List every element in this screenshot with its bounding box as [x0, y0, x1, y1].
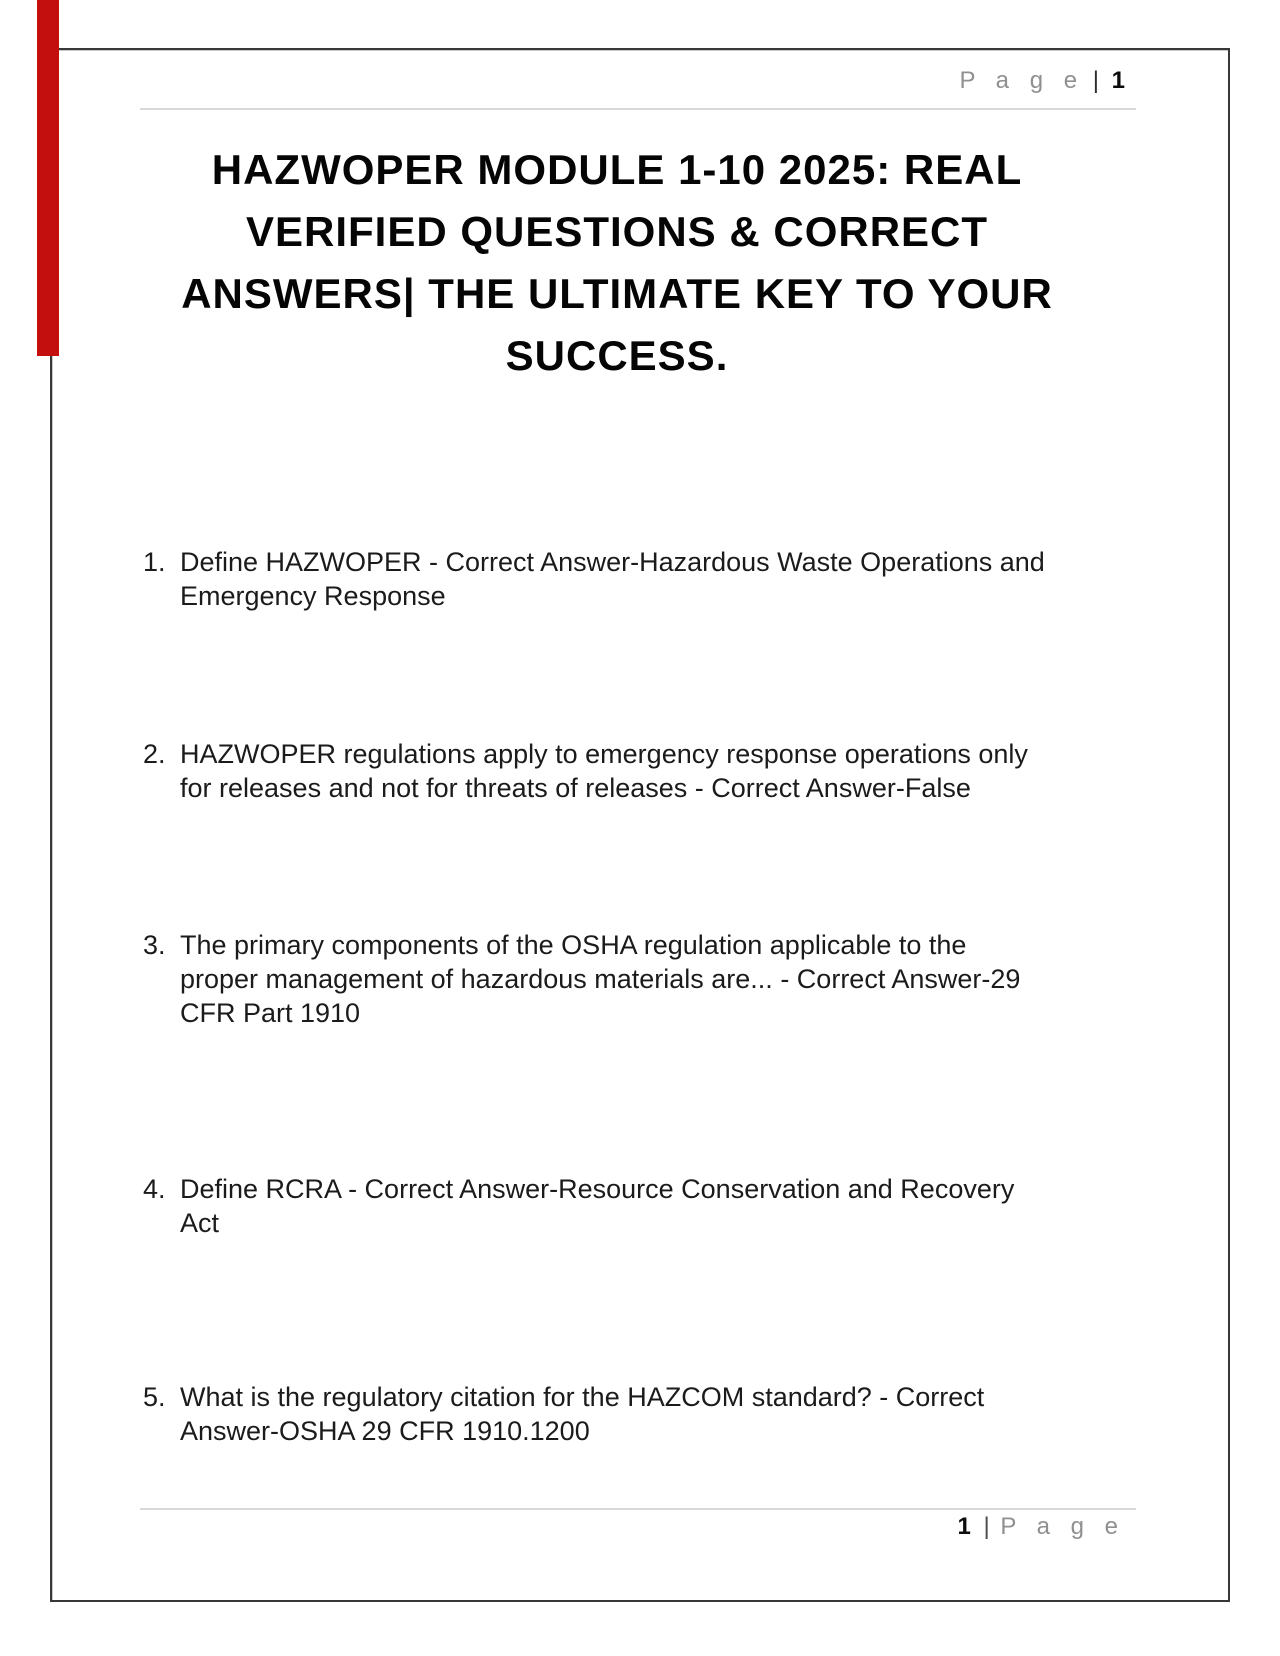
footer-page-number: 1	[957, 1513, 971, 1540]
question-item-3	[143, 928, 1143, 1030]
question-number: 2.	[143, 739, 166, 769]
title-line: ANSWERS| THE ULTIMATE KEY TO YOUR	[181, 270, 1053, 317]
question-text-line: What is the regulatory citation for the HAZCOM standard? - Correct	[180, 1382, 985, 1412]
question-text-line: Define HAZWOPER - Correct Answer-Hazardous Waste Operations and	[180, 547, 1045, 577]
question-text-line: HAZWOPER regulations apply to emergency response operations only	[180, 739, 1028, 769]
page-footer	[957, 1512, 1125, 1542]
title-line: SUCCESS.	[505, 332, 729, 379]
question-number: 1.	[143, 547, 166, 577]
footer-divider	[140, 1508, 1136, 1510]
page-header	[959, 66, 1125, 96]
header-page-number: 1	[1111, 67, 1125, 94]
question-text-line: proper management of hazardous materials are... - Correct Answer-29	[180, 964, 1021, 994]
question-text	[180, 1172, 1143, 1240]
header-divider	[140, 108, 1136, 110]
question-text-line: Answer-OSHA 29 CFR 1910.1200	[180, 1416, 590, 1446]
question-text-line: CFR Part 1910	[180, 998, 361, 1028]
question-text-line: Define RCRA - Correct Answer-Resource Conservation and Recovery	[180, 1174, 1015, 1204]
question-text	[180, 1380, 1143, 1448]
question-list	[143, 545, 1143, 1448]
question-text	[180, 737, 1143, 805]
page-border-box	[50, 48, 1230, 1602]
question-number: 5.	[143, 1382, 166, 1412]
question-text	[180, 928, 1143, 1030]
question-item-2	[143, 737, 1143, 805]
footer-page-label: P a g e	[1000, 1513, 1125, 1540]
question-text-line: The primary components of the OSHA regulation applicable to the	[180, 930, 967, 960]
question-number: 3.	[143, 930, 166, 960]
question-item-5	[143, 1380, 1143, 1448]
question-text	[180, 545, 1143, 613]
header-page-label: P a g e	[959, 67, 1085, 94]
header-separator: |	[1092, 67, 1099, 94]
question-text-line: Act	[180, 1208, 220, 1238]
question-text-line: for releases and not for threats of releases - Correct Answer-False	[180, 773, 971, 803]
footer-separator: |	[983, 1513, 990, 1540]
red-stripe-accent	[37, 0, 59, 356]
question-item-4	[143, 1172, 1143, 1240]
question-text-line: Emergency Response	[180, 581, 446, 611]
title-line: VERIFIED QUESTIONS & CORRECT	[245, 208, 989, 255]
title-line: HAZWOPER MODULE 1-10 2025: REAL	[211, 146, 1023, 193]
document-title	[140, 139, 1094, 387]
question-number: 4.	[143, 1174, 166, 1204]
question-item-1	[143, 545, 1143, 613]
